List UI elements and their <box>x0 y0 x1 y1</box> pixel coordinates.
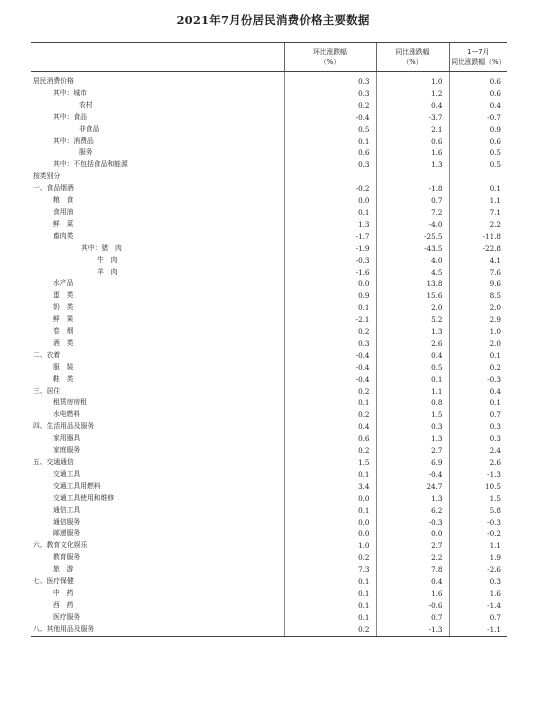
table-row <box>31 457 507 469</box>
cell-yoy: -0.4 <box>376 469 449 481</box>
cell-mom: 0.3 <box>284 88 376 100</box>
cell-ytd: 2.2 <box>449 219 507 231</box>
cell-yoy: 1.2 <box>376 88 449 100</box>
cell-ytd: 2.9 <box>449 314 507 326</box>
cell-mom: 0.0 <box>284 517 376 529</box>
row-label: 服务 <box>79 148 93 157</box>
cell-mom: 0.1 <box>284 588 376 600</box>
cell-mom: 1.3 <box>284 219 376 231</box>
cell-yoy: -3.7 <box>376 112 449 124</box>
table-row <box>31 100 507 112</box>
cell-ytd: 0.1 <box>449 397 507 409</box>
cell-ytd: -0.3 <box>449 374 507 386</box>
page-title: 2021年7月份居民消费价格主要数据 <box>176 13 370 27</box>
table-row <box>31 469 507 481</box>
table-row <box>31 350 507 362</box>
cell-ytd: 0.7 <box>449 612 507 624</box>
row-label: 其中：猪 肉 <box>81 243 122 252</box>
cell-yoy: 1.0 <box>376 76 449 88</box>
cell-ytd: 0.4 <box>449 386 507 398</box>
cell-ytd: 0.2 <box>449 362 507 374</box>
cell-mom: 0.2 <box>284 386 376 398</box>
cell-mom: 0.2 <box>284 100 376 112</box>
header-ytd-line2: 同比涨跌幅（%） <box>451 58 506 66</box>
cell-yoy: 0.7 <box>376 612 449 624</box>
header-item <box>31 43 284 72</box>
table-row <box>31 76 507 88</box>
cell-yoy: 0.4 <box>376 576 449 588</box>
table-row <box>31 314 507 326</box>
cell-mom: 0.3 <box>284 159 376 171</box>
row-label: 旅 游 <box>53 565 74 574</box>
cell-yoy: 0.4 <box>376 350 449 362</box>
row-label: 通信服务 <box>53 517 81 526</box>
row-label: 按类别分 <box>33 172 61 181</box>
cell-yoy: 7.8 <box>376 564 449 576</box>
cell-ytd: 0.6 <box>449 88 507 100</box>
table-row <box>31 147 507 159</box>
row-label: 二、衣着 <box>33 350 61 359</box>
row-label: 牛 肉 <box>97 255 118 264</box>
cell-yoy: 4.0 <box>376 255 449 267</box>
row-label: 酒 类 <box>53 338 74 347</box>
cell-yoy: 1.3 <box>376 159 449 171</box>
table-row <box>31 290 507 302</box>
cell-ytd: 1.0 <box>449 326 507 338</box>
table-row <box>31 433 507 445</box>
row-label: 通信工具 <box>53 505 81 514</box>
table-row <box>31 588 507 600</box>
cell-ytd: 0.7 <box>449 409 507 421</box>
row-label: 其中：城市 <box>53 88 87 97</box>
row-label: 水产品 <box>53 279 74 288</box>
cell-yoy: -43.5 <box>376 243 449 255</box>
cell-ytd: 0.9 <box>449 124 507 136</box>
cell-mom: 0.0 <box>284 195 376 207</box>
table-body <box>31 72 507 637</box>
table-row <box>31 481 507 493</box>
cell-ytd: -0.3 <box>449 517 507 529</box>
table-row <box>31 171 507 183</box>
cell-mom: 0.1 <box>284 469 376 481</box>
cell-yoy: 0.1 <box>376 374 449 386</box>
table-row <box>31 600 507 612</box>
cell-yoy: 7.2 <box>376 207 449 219</box>
cell-yoy: -1.3 <box>376 624 449 636</box>
cell-ytd: 1.9 <box>449 552 507 564</box>
cell-mom: -2.1 <box>284 314 376 326</box>
cell-ytd: 0.6 <box>449 136 507 148</box>
row-label: 三、居住 <box>33 386 61 395</box>
cell-yoy: 5.2 <box>376 314 449 326</box>
cell-ytd: 0.5 <box>449 147 507 159</box>
cell-yoy: -0.3 <box>376 517 449 529</box>
table-row <box>31 374 507 386</box>
row-label: 水电燃料 <box>53 410 81 419</box>
cpi-table <box>31 42 507 637</box>
cell-ytd: 5.8 <box>449 505 507 517</box>
cell-ytd: -22.8 <box>449 243 507 255</box>
cell-yoy: 2.0 <box>376 302 449 314</box>
cell-yoy: 0.7 <box>376 195 449 207</box>
table-row <box>31 207 507 219</box>
row-label: 农村 <box>79 100 93 109</box>
table-row <box>31 540 507 552</box>
cell-yoy: 1.3 <box>376 326 449 338</box>
row-label: 家庭服务 <box>53 446 81 455</box>
cell-ytd: 0.3 <box>449 576 507 588</box>
table-row <box>31 278 507 290</box>
row-label: 蛋 类 <box>53 291 74 300</box>
cell-ytd: 0.3 <box>449 421 507 433</box>
row-label: 奶 类 <box>53 303 74 312</box>
cell-mom: -0.4 <box>284 112 376 124</box>
cell-mom: 0.6 <box>284 433 376 445</box>
table-row <box>31 195 507 207</box>
cell-ytd: -2.6 <box>449 564 507 576</box>
cell-ytd: -0.2 <box>449 528 507 540</box>
cell-mom: 0.1 <box>284 397 376 409</box>
cell-ytd <box>449 171 507 183</box>
table-row <box>31 517 507 529</box>
cell-ytd: -1.3 <box>449 469 507 481</box>
cell-mom: -1.7 <box>284 231 376 243</box>
cell-mom <box>284 171 376 183</box>
row-label: 医疗服务 <box>53 612 81 621</box>
table-row <box>31 136 507 148</box>
cell-yoy: 6.2 <box>376 505 449 517</box>
table-row <box>31 612 507 624</box>
table-row <box>31 231 507 243</box>
cell-mom: -1.9 <box>284 243 376 255</box>
cell-yoy: -4.0 <box>376 219 449 231</box>
cell-yoy: -25.5 <box>376 231 449 243</box>
cell-ytd: 9.6 <box>449 278 507 290</box>
row-label: 交通工具 <box>53 469 81 478</box>
cell-ytd: 0.6 <box>449 76 507 88</box>
row-label: 西 药 <box>53 600 74 609</box>
cell-yoy: -0.6 <box>376 600 449 612</box>
table-row <box>31 362 507 374</box>
header-yoy <box>376 43 449 72</box>
cell-yoy: 2.1 <box>376 124 449 136</box>
row-label: 其中：食品 <box>53 112 87 121</box>
cell-yoy: 1.6 <box>376 588 449 600</box>
cell-yoy: 15.6 <box>376 290 449 302</box>
cell-yoy: 0.6 <box>376 136 449 148</box>
table-row <box>31 528 507 540</box>
cell-ytd: 1.1 <box>449 540 507 552</box>
cell-ytd: 2.4 <box>449 445 507 457</box>
cell-ytd: 7.6 <box>449 267 507 279</box>
cell-ytd: 0.4 <box>449 100 507 112</box>
table-row <box>31 386 507 398</box>
row-label: 羊 肉 <box>97 267 118 276</box>
cell-ytd: 2.0 <box>449 302 507 314</box>
row-label: 七、医疗保健 <box>33 577 74 586</box>
cell-ytd: 0.5 <box>449 159 507 171</box>
row-label: 一、食品烟酒 <box>33 184 74 193</box>
cell-yoy: 0.0 <box>376 528 449 540</box>
cell-yoy: -1.8 <box>376 183 449 195</box>
table-row <box>31 576 507 588</box>
cell-yoy: 0.4 <box>376 100 449 112</box>
cell-mom: 7.3 <box>284 564 376 576</box>
cell-mom: 0.0 <box>284 528 376 540</box>
cell-mom: 0.1 <box>284 207 376 219</box>
cell-mom: -0.3 <box>284 255 376 267</box>
table-row <box>31 219 507 231</box>
cell-mom: 0.1 <box>284 600 376 612</box>
table-row <box>31 267 507 279</box>
row-label: 粮 食 <box>53 196 74 205</box>
cell-mom: 1.5 <box>284 457 376 469</box>
cell-ytd: 0.1 <box>449 350 507 362</box>
cell-ytd: 4.1 <box>449 255 507 267</box>
row-label: 五、交通通信 <box>33 458 74 466</box>
header-ytd-line1: 1—7月 <box>467 48 490 56</box>
row-label: 交通工具使用和维修 <box>53 493 115 502</box>
table-row <box>31 421 507 433</box>
row-label: 租赁房房租 <box>53 398 87 407</box>
cell-ytd: 1.6 <box>449 588 507 600</box>
cell-mom: 0.2 <box>284 624 376 636</box>
header-mom-line2: （%） <box>319 58 341 66</box>
row-label: 家用器具 <box>53 434 81 443</box>
cell-yoy: 24.7 <box>376 481 449 493</box>
table-row <box>31 409 507 421</box>
cell-mom: 0.1 <box>284 302 376 314</box>
cell-yoy: 2.7 <box>376 445 449 457</box>
header-mom <box>284 43 376 72</box>
table-row <box>31 445 507 457</box>
header-yoy-line1: 同比涨跌幅 <box>395 48 430 56</box>
row-label: 其中：不包括食品和能源 <box>53 160 128 169</box>
row-label: 鞋 类 <box>53 374 74 383</box>
table-row <box>31 564 507 576</box>
cell-ytd: 2.0 <box>449 338 507 350</box>
table-row <box>31 624 507 636</box>
cell-mom: 0.3 <box>284 338 376 350</box>
cell-ytd: 0.3 <box>449 433 507 445</box>
cell-mom: -0.4 <box>284 350 376 362</box>
table-row <box>31 338 507 350</box>
table-row <box>31 88 507 100</box>
row-label: 交通工具用燃料 <box>53 481 101 490</box>
cell-mom: 0.4 <box>284 421 376 433</box>
table-row <box>31 124 507 136</box>
cell-yoy: 2.2 <box>376 552 449 564</box>
cell-yoy: 2.6 <box>376 338 449 350</box>
row-label: 食用油 <box>53 207 74 216</box>
cell-ytd: -1.4 <box>449 600 507 612</box>
cell-ytd: -11.8 <box>449 231 507 243</box>
row-label: 教育服务 <box>53 553 81 562</box>
cell-yoy: 1.6 <box>376 147 449 159</box>
header-yoy-line2: （%） <box>402 58 423 66</box>
cell-ytd: 8.5 <box>449 290 507 302</box>
cell-ytd: 2.6 <box>449 457 507 469</box>
cell-mom: 0.3 <box>284 76 376 88</box>
cell-mom: -1.6 <box>284 267 376 279</box>
cell-ytd: -0.7 <box>449 112 507 124</box>
cell-yoy: 1.3 <box>376 493 449 505</box>
table-row <box>31 493 507 505</box>
cell-mom: 0.6 <box>284 147 376 159</box>
cell-mom: 0.0 <box>284 493 376 505</box>
row-label: 鲜 果 <box>53 315 74 324</box>
row-label: 非食品 <box>79 124 100 133</box>
cell-yoy: 0.8 <box>376 397 449 409</box>
table-row <box>31 505 507 517</box>
cell-mom: -0.2 <box>284 183 376 195</box>
table-row <box>31 326 507 338</box>
row-label: 中 药 <box>53 588 74 597</box>
table-row <box>31 159 507 171</box>
table-row <box>31 397 507 409</box>
table-row <box>31 302 507 314</box>
cell-yoy: 0.3 <box>376 421 449 433</box>
cell-yoy: 1.1 <box>376 386 449 398</box>
cell-yoy <box>376 171 449 183</box>
row-label: 其中：消费品 <box>53 136 94 145</box>
cell-mom: 1.0 <box>284 540 376 552</box>
table-row <box>31 112 507 124</box>
table-row <box>31 255 507 267</box>
cell-yoy: 13.8 <box>376 278 449 290</box>
cell-mom: 0.2 <box>284 326 376 338</box>
table-row <box>31 552 507 564</box>
row-label: 八、其他用品及服务 <box>31 624 284 636</box>
cell-mom: 0.1 <box>284 505 376 517</box>
table-row <box>31 243 507 255</box>
cell-mom: -0.4 <box>284 362 376 374</box>
row-label: 卷 烟 <box>53 327 74 336</box>
row-label: 服 装 <box>53 362 74 371</box>
table-row <box>31 183 507 195</box>
cell-ytd: 10.5 <box>449 481 507 493</box>
cell-yoy: 6.9 <box>376 457 449 469</box>
cell-ytd: 0.1 <box>449 183 507 195</box>
cell-ytd: 7.1 <box>449 207 507 219</box>
cell-mom: 0.9 <box>284 290 376 302</box>
cell-yoy: 0.5 <box>376 362 449 374</box>
row-label: 居民消费价格 <box>33 77 74 85</box>
header-mom-line1: 环比涨跌幅 <box>313 48 347 56</box>
cell-mom: 0.2 <box>284 409 376 421</box>
cell-ytd: 1.5 <box>449 493 507 505</box>
row-label: 鲜 菜 <box>53 219 74 228</box>
cell-mom: 0.2 <box>284 552 376 564</box>
cell-yoy: 1.5 <box>376 409 449 421</box>
row-label: 畜肉类 <box>53 231 74 240</box>
cell-mom: 0.0 <box>284 278 376 290</box>
cell-mom: 0.2 <box>284 445 376 457</box>
cell-yoy: 1.3 <box>376 433 449 445</box>
cell-mom: 0.1 <box>284 612 376 624</box>
cell-yoy: 4.5 <box>376 267 449 279</box>
row-label: 邮递服务 <box>53 529 81 538</box>
cell-mom: 3.4 <box>284 481 376 493</box>
header-ytd <box>449 43 507 72</box>
cell-ytd: -1.1 <box>449 624 507 636</box>
cell-mom: -0.4 <box>284 374 376 386</box>
cell-mom: 0.5 <box>284 124 376 136</box>
cell-yoy: 2.7 <box>376 540 449 552</box>
cell-ytd: 1.1 <box>449 195 507 207</box>
row-label: 四、生活用品及服务 <box>33 422 95 431</box>
cell-mom: 0.1 <box>284 136 376 148</box>
row-label: 六、教育文化娱乐 <box>33 541 88 550</box>
table-header-row <box>31 43 507 72</box>
cell-mom: 0.1 <box>284 576 376 588</box>
